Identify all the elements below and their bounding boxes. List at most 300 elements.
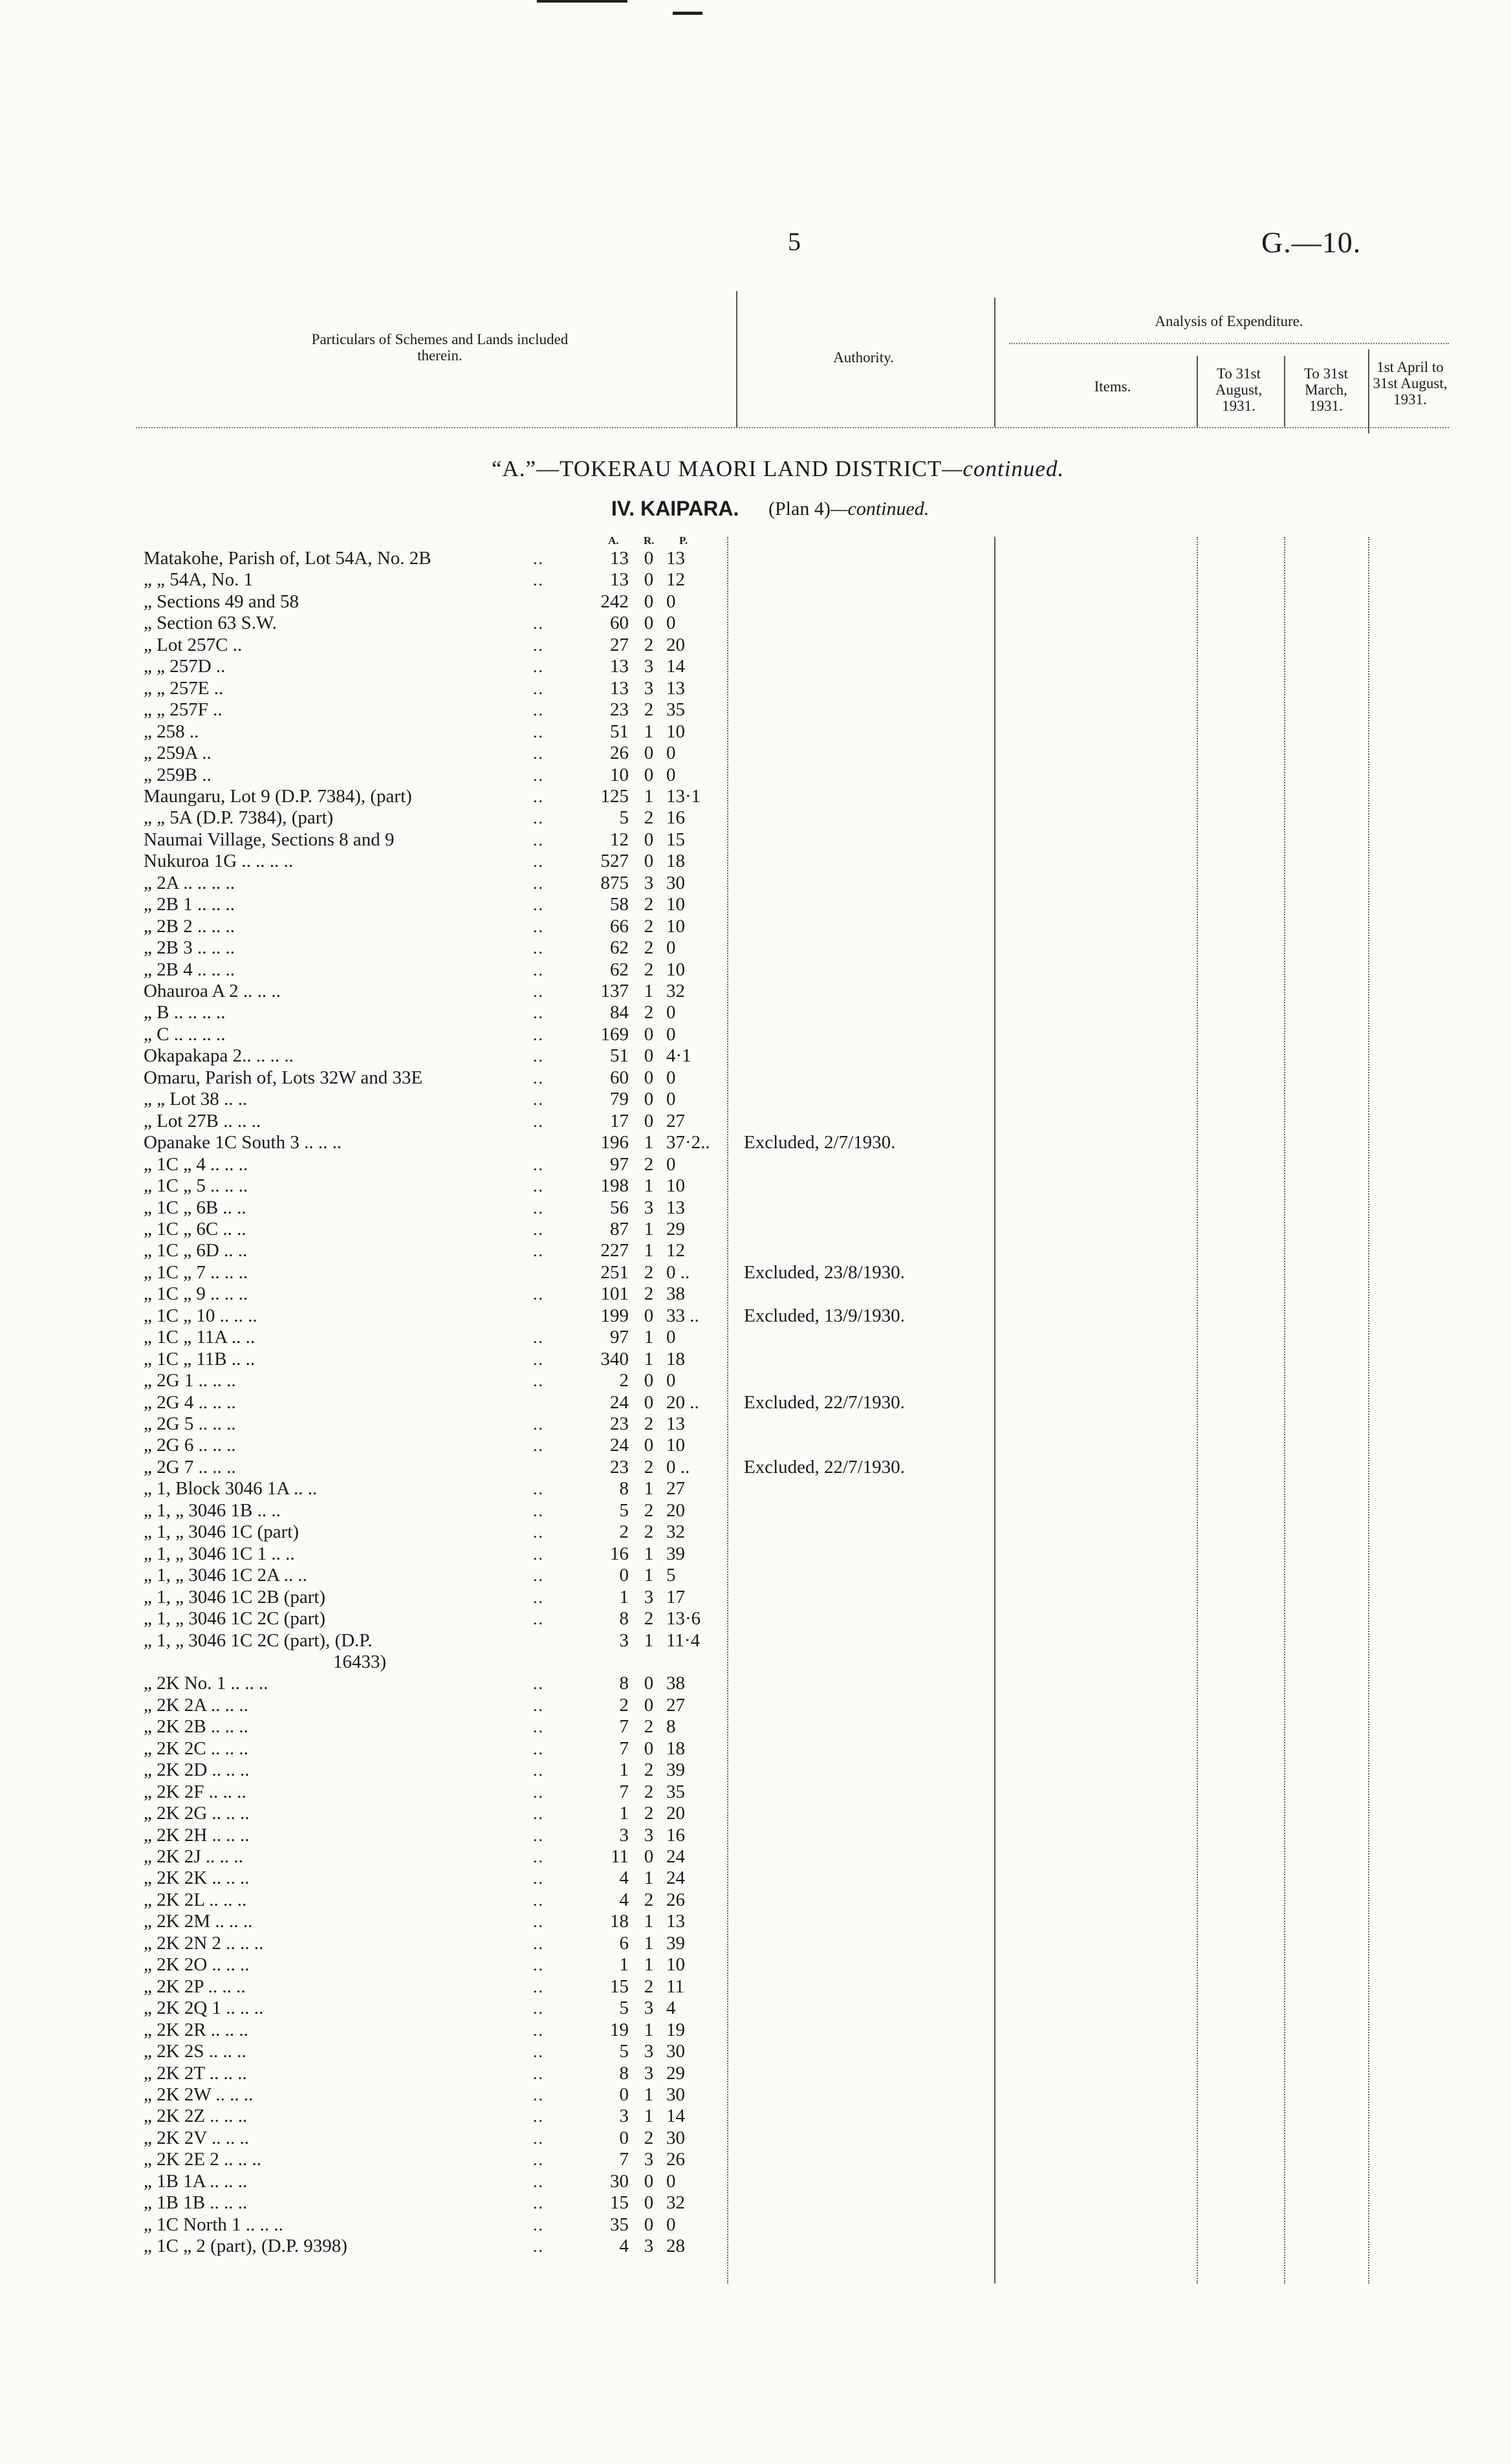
land-description: „ 2K 2Q 1 .. .. .. <box>144 1998 264 2019</box>
area-acres: 1 <box>619 1803 629 1824</box>
area-acres: 15 <box>610 2192 629 2214</box>
land-description: „ 2G 7 .. .. .. <box>144 1456 236 1477</box>
area-roods: 1 <box>644 721 654 742</box>
land-description: „ 1, Block 3046 1A .. .. <box>144 1478 318 1499</box>
leader-dots: .. <box>533 1501 544 1520</box>
leader-dots: .. <box>533 2172 544 2191</box>
plan-note: (Plan 4)—continued. <box>768 498 929 519</box>
area-acres: 2 <box>619 1694 629 1716</box>
area-acres: 7 <box>619 2149 629 2170</box>
area-acres: 16 <box>610 1543 629 1564</box>
leader-dots: .. <box>533 2042 544 2062</box>
area-roods: 0 <box>644 1023 654 1045</box>
area-acres: 2 <box>619 1521 629 1543</box>
area-acres: 87 <box>610 1218 629 1239</box>
area-acres: 6 <box>619 1932 629 1954</box>
area-roods: 2 <box>644 1413 654 1434</box>
area-acres: 3 <box>619 1630 629 1651</box>
area-perches: 27 <box>666 1478 685 1499</box>
leader-dots: .. <box>533 549 544 568</box>
header-divider-1 <box>736 291 737 427</box>
area-roods: 2 <box>644 1456 654 1477</box>
leader-dots: .. <box>533 1068 544 1087</box>
land-description: „ 2K 2H .. .. .. <box>144 1824 250 1846</box>
area-perches: 10 <box>666 1954 685 1976</box>
area-perches: 13·1 <box>666 785 701 807</box>
land-description: „ B .. .. .. .. <box>144 1002 226 1023</box>
leader-dots: .. <box>533 2128 544 2148</box>
area-roods: 0 <box>644 829 654 850</box>
area-roods: 1 <box>644 981 654 1001</box>
area-acres: 5 <box>619 1998 629 2019</box>
area-roods: 1 <box>644 1543 654 1564</box>
leader-dots: .. <box>533 809 544 828</box>
land-description: „ 2K 2R .. .. .. <box>144 2019 248 2040</box>
land-description: Omaru, Parish of, Lots 32W and 33E <box>144 1067 423 1088</box>
area-perches: 4 <box>666 1998 676 2019</box>
leader-dots: .. <box>533 1025 544 1044</box>
area-acres: 12 <box>610 829 629 850</box>
area-perches: 20 <box>666 1499 685 1521</box>
land-description: „ 258 .. <box>144 721 199 742</box>
area-roods: 0 <box>644 2170 654 2192</box>
area-perches: 16 <box>666 1824 685 1846</box>
leader-dots: .. <box>533 1977 544 1996</box>
land-description: „ 1C „ 11A .. .. <box>144 1327 255 1348</box>
land-description: „ 1C „ 6C .. .. <box>144 1218 246 1239</box>
area-perches: 20 .. <box>666 1391 699 1413</box>
land-description: „ 2K 2V .. .. .. <box>144 2127 249 2148</box>
land-description: „ 1B 1B .. .. .. <box>144 2192 248 2214</box>
area-acres: 251 <box>600 1261 629 1283</box>
area-acres: 23 <box>610 699 629 721</box>
area-perches: 30 <box>666 2084 685 2105</box>
land-description: „ 2K 2Z .. .. .. <box>144 2106 248 2127</box>
area-acres: 4 <box>619 2236 629 2257</box>
land-description: „ „ Lot 38 .. .. <box>144 1089 248 1110</box>
land-description: „ 1, „ 3046 1C 1 .. .. <box>144 1543 295 1564</box>
land-description: „ 2K 2T .. .. .. <box>144 2062 247 2084</box>
area-roods: 3 <box>644 872 654 893</box>
area-perches: 37·2.. <box>666 1132 710 1153</box>
land-description: „ 1C „ 4 .. .. .. <box>144 1153 248 1175</box>
area-roods: 0 <box>644 569 654 591</box>
area-roods: 1 <box>644 1868 654 1889</box>
area-perches: 13 <box>666 1197 685 1218</box>
top-scan-mark <box>537 0 627 6</box>
leader-dots: .. <box>533 1869 544 1888</box>
leader-dots: .. <box>533 787 544 806</box>
land-description: „ 1, „ 3046 1B .. .. <box>144 1499 281 1521</box>
leader-dots: .. <box>533 1566 544 1586</box>
area-roods: 2 <box>644 937 654 959</box>
subsection-title: IV. KAIPARA. <box>611 497 739 520</box>
area-perches: 10 <box>666 1175 685 1197</box>
area-perches: 20 <box>666 634 685 655</box>
land-description: „ 2K 2O .. .. .. <box>144 1954 250 1976</box>
land-description: Opanake 1C South 3 .. .. .. <box>144 1132 342 1153</box>
leader-dots: .. <box>533 657 544 677</box>
area-roods: 1 <box>644 1218 654 1239</box>
area-acres: 8 <box>619 1608 629 1630</box>
header-analysis: Analysis of Expenditure. <box>1155 313 1303 329</box>
area-roods: 0 <box>644 2192 654 2214</box>
area-perches: 33 .. <box>666 1305 699 1326</box>
header-1st-april-to-31st-august: 1st April to 31st August, 1931. <box>1373 359 1448 408</box>
land-description: „ 2B 2 .. .. .. <box>144 915 235 937</box>
area-perches: 0 <box>666 1089 676 1110</box>
area-perches: 38 <box>666 1283 685 1305</box>
area-acres: 875 <box>600 872 629 893</box>
land-description: „ 1C „ 5 .. .. .. <box>144 1175 248 1197</box>
land-description: „ 2K 2K .. .. .. <box>144 1868 250 1889</box>
land-description: „ 2K 2A .. .. .. <box>144 1694 248 1716</box>
leader-dots: .. <box>533 917 544 936</box>
area-roods: 2 <box>644 894 654 915</box>
land-description: „ 1C „ 6D .. .. <box>144 1240 248 1261</box>
leader-dots: .. <box>533 1544 544 1564</box>
area-perches: 0 <box>666 1067 676 1088</box>
land-description: „ 2K 2L .. .. .. <box>144 1889 247 1910</box>
area-roods: 3 <box>644 677 654 699</box>
area-roods: 2 <box>644 1760 654 1781</box>
area-roods: 3 <box>644 1197 654 1218</box>
area-perches: 11 <box>666 1976 684 1997</box>
area-perches: 17 <box>666 1586 685 1608</box>
leader-dots: .. <box>533 1695 544 1715</box>
area-acres: 24 <box>610 1391 629 1413</box>
land-description: „ 1, „ 3046 1C 2A .. .. <box>144 1565 307 1586</box>
leader-dots: .. <box>533 701 544 720</box>
area-acres: 227 <box>600 1240 629 1261</box>
area-acres: 3 <box>619 2106 629 2127</box>
leader-dots: .. <box>533 2064 544 2083</box>
leader-dots: .. <box>533 939 544 958</box>
area-acres: 199 <box>600 1305 629 1326</box>
area-roods: 0 <box>644 1694 654 1716</box>
leader-dots: .. <box>533 1609 544 1629</box>
area-roods: 1 <box>644 1911 654 1932</box>
area-acres: 169 <box>600 1023 629 1045</box>
authority-note: Excluded, 2/7/1930. <box>744 1132 896 1153</box>
area-roods: 0 <box>644 591 654 612</box>
area-roods: 1 <box>644 785 654 807</box>
land-description: 16433) <box>333 1651 387 1672</box>
area-acres: 13 <box>610 569 629 591</box>
area-roods: 2 <box>644 1803 654 1824</box>
area-acres: 5 <box>619 1499 629 1521</box>
leader-dots: .. <box>533 1674 544 1694</box>
area-acres: 4 <box>619 1868 629 1889</box>
analysis-rule <box>1009 343 1449 344</box>
area-acres: 17 <box>610 1110 629 1131</box>
area-acres: 30 <box>610 2170 629 2192</box>
area-roods: 3 <box>644 656 654 677</box>
area-perches: 18 <box>666 1348 685 1369</box>
leader-dots: .. <box>533 1761 544 1780</box>
land-description: „ 2K 2P .. .. .. <box>144 1976 246 1997</box>
area-roods: 0 <box>644 1067 654 1088</box>
area-roods: 2 <box>644 2127 654 2148</box>
area-roods: 1 <box>644 1478 654 1499</box>
leader-dots: .. <box>533 2215 544 2234</box>
area-perches: 10 <box>666 894 685 915</box>
page-number: 5 <box>788 227 801 256</box>
leader-dots: .. <box>533 1848 544 1866</box>
area-roods: 3 <box>644 2041 654 2062</box>
land-description: „ 2G 1 .. .. .. <box>144 1370 236 1391</box>
area-roods: 1 <box>644 2019 654 2040</box>
leader-dots: .. <box>533 1111 544 1131</box>
leader-dots: .. <box>533 1436 544 1456</box>
area-perches: 4·1 <box>666 1045 691 1067</box>
land-description: „ 1, „ 3046 1C 2C (part) <box>144 1608 326 1630</box>
land-description: „ 2K 2W .. .. .. <box>144 2084 254 2105</box>
area-roods: 3 <box>644 1824 654 1846</box>
authority-note: Excluded, 22/7/1930. <box>744 1456 905 1477</box>
area-roods: 0 <box>644 1738 654 1759</box>
area-roods: 2 <box>644 1153 654 1175</box>
area-perches: 0 <box>666 613 676 634</box>
area-acres: 0 <box>619 1565 629 1586</box>
leader-dots: .. <box>533 1999 544 2018</box>
area-perches: 0 <box>666 1327 676 1348</box>
area-perches: 19 <box>666 2019 685 2040</box>
area-roods: 2 <box>644 1283 654 1305</box>
area-perches: 29 <box>666 2062 685 2084</box>
area-roods: 0 <box>644 1391 654 1413</box>
leader-dots: .. <box>533 895 544 915</box>
area-acres: 19 <box>610 2019 629 2040</box>
area-acres: 13 <box>610 656 629 677</box>
leader-dots: .. <box>533 1739 544 1758</box>
area-perches: 30 <box>666 872 685 893</box>
area-acres: 79 <box>610 1089 629 1110</box>
area-acres: 13 <box>610 677 629 699</box>
area-acres: 10 <box>610 764 629 785</box>
col3-rule <box>1368 537 1369 2284</box>
area-perches: 24 <box>666 1846 685 1867</box>
header-divider-5 <box>1368 349 1369 433</box>
area-roods: 2 <box>644 1002 654 1023</box>
area-roods: 2 <box>644 1261 654 1283</box>
area-perches: 12 <box>666 569 685 591</box>
area-roods: 0 <box>644 1370 654 1391</box>
area-perches: 27 <box>666 1694 685 1716</box>
leader-dots: .. <box>533 1155 544 1174</box>
area-acres: 340 <box>600 1348 629 1369</box>
land-description: „ 1C North 1 .. .. .. <box>144 2214 283 2235</box>
area-roods: 0 <box>644 1045 654 1067</box>
area-perches: 27 <box>666 1110 685 1131</box>
area-acres: 1 <box>619 1586 629 1608</box>
leader-dots: .. <box>533 1415 544 1434</box>
area-perches: 18 <box>666 1738 685 1759</box>
area-perches: 0 <box>666 743 676 764</box>
leader-dots: .. <box>533 1349 544 1369</box>
land-description: „ 1C „ 7 .. .. .. <box>144 1261 248 1283</box>
leader-dots: .. <box>533 1177 544 1196</box>
land-description: „ 1C „ 10 .. .. .. <box>144 1305 257 1326</box>
leader-dots: .. <box>533 2107 544 2126</box>
leader-dots: .. <box>533 635 544 655</box>
land-description: „ 1, „ 3046 1C 2C (part), (D.P. <box>144 1630 373 1651</box>
area-acres: 60 <box>610 613 629 634</box>
leader-dots: .. <box>533 1587 544 1607</box>
area-acres: 7 <box>619 1716 629 1738</box>
land-description: Maungaru, Lot 9 (D.P. 7384), (part) <box>144 785 412 807</box>
area-acres: 8 <box>619 1478 629 1499</box>
area-acres: 51 <box>610 1045 629 1067</box>
area-perches: 10 <box>666 959 685 980</box>
land-description: „ Lot 27B .. .. .. <box>144 1110 261 1131</box>
district-title: “A.”—TOKERAU MAORI LAND DISTRICT—continued. <box>492 456 1065 481</box>
area-roods: 0 <box>644 743 654 764</box>
land-description: „ 2K 2F .. .. .. <box>144 1781 246 1802</box>
area-acres: 242 <box>600 591 629 612</box>
area-perches: 11·4 <box>666 1630 701 1651</box>
land-description: „ „ 257E .. <box>144 677 224 699</box>
leader-dots: .. <box>533 744 544 763</box>
area-acres: 13 <box>610 548 629 569</box>
header-bottom-rule <box>136 427 1449 428</box>
top-scan-mark-small <box>673 12 702 17</box>
leader-dots: .. <box>533 614 544 633</box>
land-description: „ 2K 2G .. .. .. <box>144 1803 250 1824</box>
leader-dots: .. <box>533 1934 544 1953</box>
area-perches: 0 <box>666 1002 676 1023</box>
area-acres: 15 <box>610 1976 629 1997</box>
area-perches: 39 <box>666 1543 685 1564</box>
area-acres: 7 <box>619 1738 629 1759</box>
area-acres: 97 <box>610 1153 629 1175</box>
land-description: „ 2G 6 .. .. .. <box>144 1435 236 1456</box>
leader-dots: .. <box>533 960 544 979</box>
area-perches: 5 <box>666 1565 676 1586</box>
leader-dots: .. <box>533 1890 544 1910</box>
area-perches: 0 <box>666 1370 676 1391</box>
land-description: „ 2K No. 1 .. .. .. <box>144 1673 268 1694</box>
area-roods: 0 <box>644 1673 654 1694</box>
land-description: „ 1C „ 2 (part), (D.P. 9398) <box>144 2236 347 2257</box>
leader-dots: .. <box>533 1717 544 1737</box>
area-acres: 196 <box>600 1132 629 1153</box>
land-description: „ 2K 2S .. .. .. <box>144 2041 246 2062</box>
land-description: „ „ 257F .. <box>144 699 223 721</box>
area-roods: 2 <box>644 1976 654 1997</box>
header-items: Items. <box>1094 378 1131 395</box>
leader-dots: .. <box>533 765 544 785</box>
area-roods: 2 <box>644 807 654 829</box>
area-roods: 0 <box>644 851 654 872</box>
leader-dots: .. <box>533 1285 544 1304</box>
land-description: „ 2K 2M .. .. .. <box>144 1911 253 1932</box>
header-divider-3 <box>1197 356 1198 427</box>
area-perches: 0 .. <box>666 1456 690 1477</box>
area-acres: 101 <box>600 1283 629 1305</box>
area-roods: 2 <box>644 1889 654 1910</box>
area-acres: 137 <box>600 981 629 1001</box>
area-acres: 5 <box>619 807 629 829</box>
leader-dots: .. <box>533 571 544 590</box>
header-to-31st-august: To 31st August, 1931. <box>1215 365 1263 414</box>
area-roods: 2 <box>644 915 654 937</box>
header-particulars: Particulars of Schemes and Lands included therein. <box>311 331 569 364</box>
header-authority: Authority. <box>833 349 894 365</box>
area-roods: 0 <box>644 548 654 569</box>
area-perches: 20 <box>666 1803 685 1824</box>
area-roods: 1 <box>644 2084 654 2105</box>
area-acres: 1 <box>619 1954 629 1976</box>
land-description: Naumai Village, Sections 8 and 9 <box>144 829 395 850</box>
land-description: „ Lot 257C .. <box>144 634 243 655</box>
area-roods: 1 <box>644 1630 654 1651</box>
area-acres: 527 <box>600 851 629 872</box>
area-acres: 7 <box>619 1781 629 1802</box>
area-perches: 35 <box>666 1781 685 1802</box>
area-acres: 84 <box>610 1002 629 1023</box>
area-perches: 0 <box>666 937 676 959</box>
area-perches: 30 <box>666 2041 685 2062</box>
area-acres: 11 <box>611 1846 629 1867</box>
land-description: „ 2G 4 .. .. .. <box>144 1391 236 1413</box>
land-description: „ 259A .. <box>144 743 212 764</box>
area-roods: 0 <box>644 1435 654 1456</box>
area-acres: 198 <box>600 1175 629 1197</box>
area-acres: 0 <box>619 2127 629 2148</box>
land-description: „ 1B 1A .. .. .. <box>144 2170 248 2192</box>
area-roods: 2 <box>644 1521 654 1543</box>
area-perches: 35 <box>666 699 685 721</box>
area-roods: 1 <box>644 1240 654 1261</box>
area-acres: 60 <box>610 1067 629 1088</box>
header-divider-2 <box>994 298 995 427</box>
land-description: Matakohe, Parish of, Lot 54A, No. 2B <box>144 548 431 569</box>
area-roods: 3 <box>644 2062 654 2084</box>
area-acres: 8 <box>619 1673 629 1694</box>
leader-dots: .. <box>533 1956 544 1975</box>
land-description: „ 2B 1 .. .. .. <box>144 894 235 915</box>
area-perches: 18 <box>666 851 685 872</box>
leader-dots: .. <box>533 2150 544 2170</box>
area-roods: 0 <box>644 1846 654 1867</box>
area-perches: 10 <box>666 1435 685 1456</box>
leader-dots: .. <box>533 852 544 871</box>
land-description: „ „ 5A (D.P. 7384), (part) <box>144 807 334 829</box>
area-roods: 0 <box>644 764 654 785</box>
area-perches: 10 <box>666 721 685 742</box>
area-acres: 26 <box>610 743 629 764</box>
area-acres: 58 <box>610 894 629 915</box>
area-acres: 2 <box>619 1370 629 1391</box>
area-perches: 13 <box>666 1413 685 1434</box>
area-perches: 38 <box>666 1673 685 1694</box>
land-description: Ohauroa A 2 .. .. .. <box>144 981 281 1001</box>
area-roods: 2 <box>644 1781 654 1802</box>
area-acres: 5 <box>619 2041 629 2062</box>
area-acres: 23 <box>610 1413 629 1434</box>
area-acres: 24 <box>610 1435 629 1456</box>
area-roods: 2 <box>644 959 654 980</box>
area-perches: 39 <box>666 1932 685 1954</box>
leader-dots: .. <box>533 873 544 893</box>
land-description: „ 2B 3 .. .. .. <box>144 937 235 959</box>
authority-note: Excluded, 23/8/1930. <box>744 1261 905 1283</box>
header-divider-4 <box>1284 356 1285 427</box>
area-perches: 13 <box>666 677 685 699</box>
land-description: „ 1, „ 3046 1C (part) <box>144 1521 299 1543</box>
leader-dots: .. <box>533 1003 544 1023</box>
